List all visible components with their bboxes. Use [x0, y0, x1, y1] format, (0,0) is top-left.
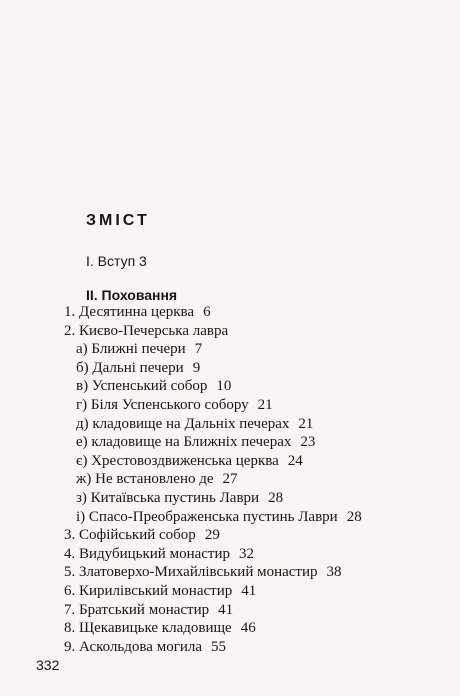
- toc-entry-page: 7: [194, 341, 203, 358]
- toc-entry-title: 1. Десятинна церква: [64, 304, 195, 320]
- toc-entry: [76, 415, 313, 433]
- toc-entry-page: 9: [192, 359, 201, 376]
- toc-entry: [64, 526, 220, 544]
- toc-entry: [76, 470, 238, 488]
- toc-entry: [64, 619, 256, 637]
- toc-entry-page: 28: [268, 490, 284, 506]
- toc-entry: [76, 433, 315, 451]
- toc-entry: [76, 508, 362, 526]
- toc-entry-page: 55: [211, 638, 227, 655]
- toc-entry-title: 2. Києво-Печерська лавра: [64, 322, 229, 339]
- toc-entry-page: 38: [326, 564, 342, 581]
- toc-entry-title: в) Успенський собор: [76, 378, 208, 395]
- toc-entry: [76, 359, 200, 377]
- toc-entry-title: з) Китаївська пустинь Лаври: [76, 490, 260, 506]
- toc-entry-title: е) кладовище на Ближніх печерах: [76, 434, 292, 451]
- toc-intro: І. Вступ 3: [86, 253, 147, 269]
- toc-entry: [76, 489, 283, 507]
- toc-entry: [64, 545, 254, 563]
- page-number: 332: [36, 657, 60, 673]
- toc-entry-title: є) Хрестовоздвиженська церква: [76, 452, 279, 469]
- toc-entry-page: 29: [204, 527, 220, 544]
- toc-entry-page: 6: [203, 304, 211, 320]
- toc-entry-title: д) кладовище на Дальніх печерах: [76, 415, 290, 432]
- toc-entry-title: і) Спасо-Преображенська пустинь Лаври: [76, 508, 338, 525]
- toc-entry: [64, 322, 228, 340]
- toc-entry: [64, 582, 256, 600]
- toc-entry: [76, 452, 303, 470]
- toc-entry: [76, 377, 231, 395]
- toc-entry-page: 27: [222, 471, 238, 488]
- toc-entry-title: 8. Щекавицьке кладовище: [64, 620, 232, 637]
- toc-entry: [76, 396, 273, 414]
- toc-entry-page: 28: [346, 508, 362, 525]
- toc-entry-title: ж) Не встановлено де: [76, 471, 214, 488]
- toc-entry-page: 46: [240, 620, 256, 637]
- toc-entry-title: 7. Братський монастир: [64, 601, 210, 618]
- toc-entry-title: а) Ближні печери: [76, 341, 186, 358]
- toc-entry-title: б) Дальні печери: [76, 359, 184, 376]
- toc-entry-page: 10: [216, 378, 232, 395]
- toc-entry-page: 41: [241, 583, 257, 599]
- toc-entry-page: 41: [218, 601, 234, 618]
- toc-entry: [64, 601, 233, 619]
- toc-entry-page: 23: [300, 434, 316, 451]
- toc-entry-title: 3. Софійський собор: [64, 527, 196, 544]
- toc-entry-page: 32: [239, 545, 255, 562]
- toc-entry: [76, 340, 202, 358]
- toc-entry-page: 21: [257, 397, 273, 413]
- toc-section-heading: II. Поховання: [86, 287, 178, 303]
- toc-entry-title: 5. Златоверхо-Михайлівський монастир: [64, 564, 318, 581]
- toc-title: ЗМІСТ: [86, 212, 150, 229]
- toc-entry-title: 6. Кирилівський монастир: [64, 583, 233, 599]
- toc-entry-page: 21: [298, 415, 314, 432]
- toc-entry-title: г) Біля Успенського собору: [76, 397, 249, 413]
- toc-entry-title: 4. Видубицький монастир: [64, 545, 231, 562]
- toc-entry: [64, 638, 226, 656]
- toc-entry: [64, 563, 342, 581]
- toc-entry-title: 9. Аскольдова могила: [64, 638, 203, 655]
- toc-entry: [64, 303, 211, 321]
- toc-entry-page: 24: [287, 452, 303, 469]
